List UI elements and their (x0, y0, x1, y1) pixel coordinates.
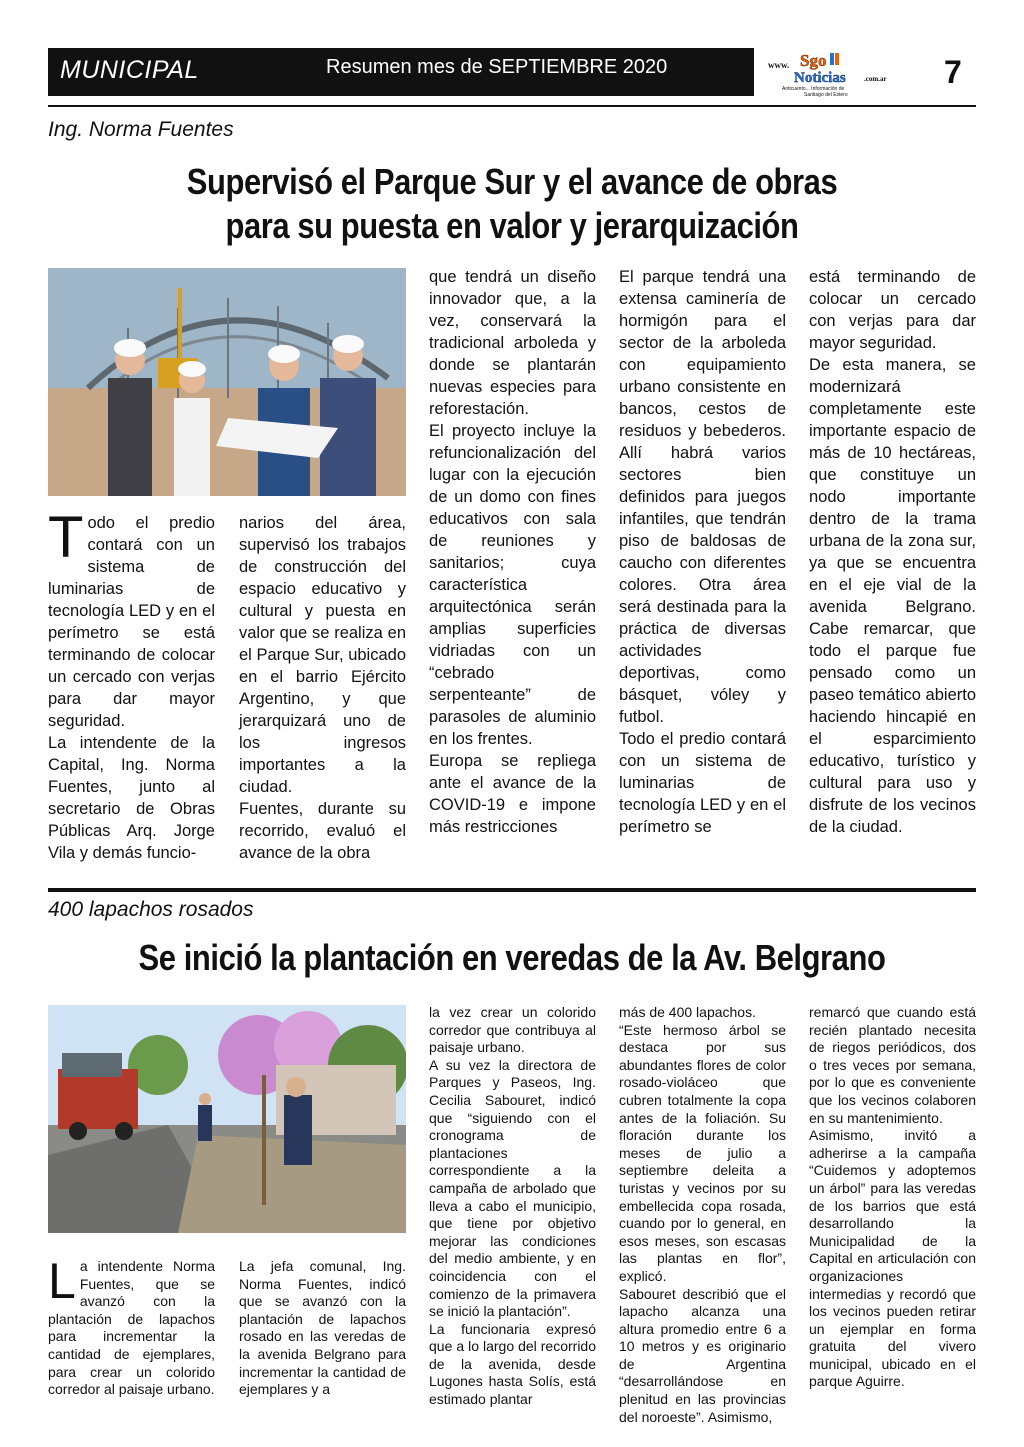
article1-photo (48, 268, 406, 496)
article1-headline-line2: para su puesta en valor y jerarquización (225, 205, 799, 246)
article1-col3-p2: El proyecto incluye la refuncionalización del lugar con la ejecución de un domo con fines educativos con sala de reuniones y sanitarios; cuya característica arquitectónica serán amplias superficies vidriadas con un “cebrado serpenteante” de parasoles de aluminio en los frentes. (429, 422, 596, 748)
article1-column-1 (48, 505, 215, 864)
article1-kicker: Ing. Norma Fuentes (48, 118, 234, 141)
article1-dropcap: T (48, 505, 84, 570)
article2-photo (48, 1005, 406, 1233)
article2-col2-p1: La jefa comunal, Ing. Norma Fuentes, indicó que se avanzó con la plantación de lapachos rosado en las veredas de la avenida Belgrano para incrementar la cantidad de ejemplares y a (239, 1258, 406, 1398)
page-number: 7 (944, 54, 962, 90)
article2-col5-p2: Asimismo, invitó a adherirse a la campaña “Cuidemos y adoptemos un árbol” para las veredas de los barrios que está desarrollando la Municipalidad de la Capital en articulación con organizaciones intermedias y recordó que los vecinos pueden retirar un ejemplar en forma gratuita del vivero municipal, ubicado en el parque Aguirre. (809, 1127, 976, 1390)
article1-col4-p1: El parque tendrá una extensa caminería de hormigón para el sector de la arboleda con equipamiento urbano consistente en bancos, cestos de residuos y bebederos. Allí habrá varios sectores bien definidos para juegos infantiles, que tendrán piso de baldosas de caucho con diferentes colores. Otra área será destinada para la práctica de diversas actividades deportivas, como básquet, vóley y futbol. (619, 268, 786, 726)
article1-col2-p2: Fuentes, durante su recorrido, evaluó el avance de la obra (239, 800, 406, 862)
tree-planting-photo-icon (48, 1005, 406, 1233)
article2-column-4 (619, 1004, 786, 1426)
logo-tagline-1: Anticuento... Información de (782, 86, 845, 92)
article1-col3-p3: Europa se repliega ante el avance de la COVID-19 e impone más restricciones (429, 752, 596, 836)
logo-word-sgo: Sgo (800, 51, 827, 70)
article2-col1-first: a intendente Norma Fuentes, que se avanzó con la plantación de lapachos para incrementar la cantidad de ejemplares, para crear un colorido corredor al paisaje urbano. (48, 1258, 215, 1398)
logo-tagline-2: Santiago del Estero (804, 92, 848, 98)
article2-column-3 (429, 1004, 596, 1409)
article1-headline-line1: Supervisó el Parque Sur y el avance de obras (186, 161, 838, 202)
section-title: MUNICIPAL (60, 56, 199, 84)
article1-column-2 (239, 512, 406, 864)
article1-col3-p1: que tendrá un diseño innovador que, a la vez, conservará la tradicional arboleda y donde se plantarán nuevas especies para reforestación. (429, 268, 596, 418)
issue-summary: Resumen mes de SEPTIEMBRE 2020 (326, 56, 668, 78)
article1-col5-p1: está terminando de colocar un cercado con verjas para dar mayor seguridad. (809, 268, 976, 352)
article2-dropcap: L (48, 1253, 76, 1309)
article2-col3-p3: La funcionaria expresó que a lo largo del recorrido de la avenida, desde Lugones hasta Solís, está estimado plantar (429, 1320, 596, 1408)
article1-column-3 (429, 266, 596, 838)
article1-column-5 (809, 266, 976, 838)
article1-col4-p2: Todo el predio contará con un sistema de luminarias de tecnología LED y en el perímetro se (619, 730, 786, 836)
article2-col3-p1: la vez crear un colorido corredor que contribuya al paisaje urbano. (429, 1004, 596, 1056)
article1-col2-p1: narios del área, supervisó los trabajos de construcción del espacio educativo y cultural y puesta en valor que se realiza en el Parque Sur, ubicado en el barrio Ejército Argentino, y que jerarquizará uno de los ingresos importantes a la ciudad. (239, 514, 406, 796)
article2-col4-p3: Sabouret describió que el lapacho alcanza una altura promedio entre 6 a 10 metros y es originario de Argentina “desarrollándose en plenitud en las provincias del noroeste”. Asimismo, (619, 1285, 786, 1425)
article-divider (48, 888, 976, 892)
construction-site-photo-icon (48, 268, 406, 496)
publication-logo (764, 50, 914, 98)
article1-col1-first: odo el predio contará con un sistema de luminarias de tecnología LED y en el perímetro se está terminando de colocar un cercado con verjas para dar mayor seguridad. (48, 514, 215, 730)
article2-kicker: 400 lapachos rosados (48, 898, 254, 921)
article2-headline: Se inició la plantación en veredas de la Av. Belgrano (138, 937, 886, 978)
article2-col5-p1: remarcó que cuando está recién plantado necesita de riegos periódicos, dos o tres veces por semana, por lo que es conveniente que los vecinos colaboren en su mantenimiento. (809, 1004, 976, 1126)
article2-column-1 (48, 1253, 215, 1399)
article1-headline (113, 160, 911, 248)
article1-col5-p2: De esta manera, se modernizará completamente este importante espacio de más de 10 hectáreas, que constituye un nodo importante dentro de la trama urbana de la zona sur, ya que se encuentra en el eje vial de la avenida Belgrano. Cabe remarcar, que todo el parque fue pensado como un paseo temático abierto haciendo hincapié en el esparcimiento educativo, turístico y cultural para uso y disfrute de los vecinos de la ciudad. (809, 356, 976, 836)
logo-www: www. (768, 60, 790, 70)
article1-col1-p2: La intendente de la Capital, Ing. Norma Fuentes, junto al secretario de Obras Públicas Arq. Jorge Vila y demás funcio- (48, 734, 215, 862)
article2-col4-p2: “Este hermoso árbol se destaca por sus abundantes flores de color rosado-violáceo que cubren totalmente la copa antes de la foliación. Su floración durante los meses de julio a septiembre deleita a turistas y vecinos por su embellecida copa rosada, cuando por lo general, en esos meses, son escasas las plantas en flor”, explicó. (619, 1021, 786, 1284)
logo-word-noticias: Noticias (794, 70, 846, 86)
header-rule (48, 105, 976, 107)
newspaper-logo-icon (764, 50, 914, 98)
article1-column-4 (619, 266, 786, 838)
article2-column-5 (809, 1004, 976, 1391)
logo-domain: .com.ar (864, 75, 887, 83)
article2-col4-p1: más de 400 lapachos. (619, 1004, 756, 1020)
article2-col3-p2: A su vez la directora de Parques y Paseos, Ing. Cecilia Sabouret, indicó que “siguiendo con el cronograma de plantaciones correspondiente a la campaña de arbolado que lleva a cabo el municipio, que tiene por objetivo mejorar las condiciones del medio ambiente, y en coincidencia con el comienzo de la primavera se inició la plantación”. (429, 1056, 596, 1320)
article2-column-2 (239, 1258, 406, 1399)
